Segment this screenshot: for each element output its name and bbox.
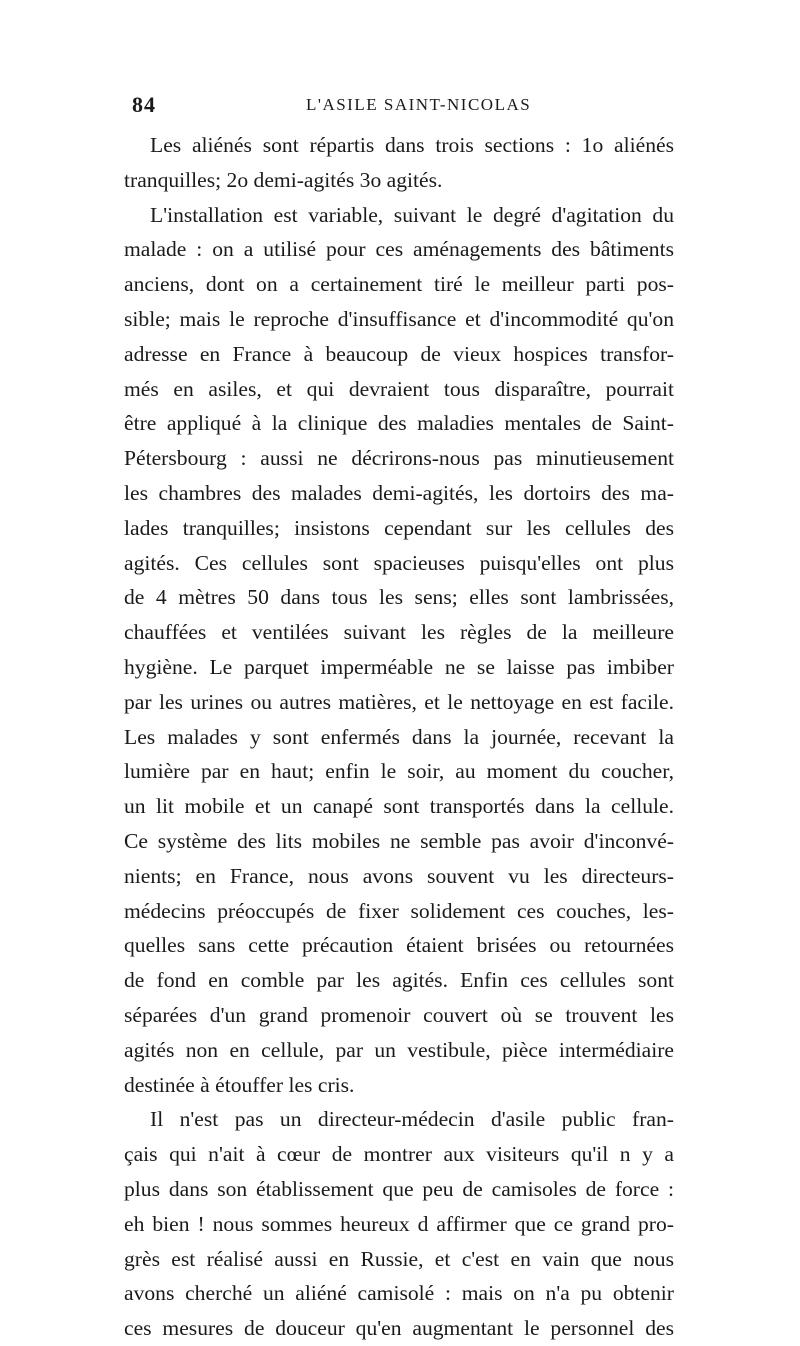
text-line: médecins préoccupés de fixer solidement ces couches, les- xyxy=(124,898,674,923)
text-line: hygiène. Le parquet imperméable ne se laisse pas imbiber xyxy=(124,654,674,679)
text-line: de fond en comble par les agités. Enfin ces cellules sont xyxy=(124,968,674,993)
text-line: par les urines ou autres matières, et le nettoyage en est facile. xyxy=(124,689,674,714)
text-line: plus dans son établissement que peu de camisoles de force : xyxy=(124,1176,674,1201)
text-line: malade : on a utilisé pour ces aménagements des bâtiments xyxy=(124,237,674,262)
text-line: agités. Ces cellules sont spacieuses puisqu'elles ont plus xyxy=(124,550,674,575)
text-line: de 4 mètres 50 dans tous les sens; elles sont lambrissées, xyxy=(124,585,674,610)
page-header xyxy=(126,92,686,122)
text-line: être appliqué à la clinique des maladies mentales de Saint- xyxy=(124,411,674,436)
text-line: Les aliénés sont répartis dans trois sections : 1o aliénés xyxy=(150,133,674,157)
text-line: anciens, dont on a certainement tiré le meilleur parti pos- xyxy=(124,272,674,297)
page-number: 84 xyxy=(132,92,156,117)
text-line: Ce système des lits mobiles ne semble pas avoir d'inconvé- xyxy=(124,828,674,853)
text-line: nients; en France, nous avons souvent vu les directeurs- xyxy=(124,863,674,888)
text-line: tranquilles; 2o demi-agités 3o agités. xyxy=(124,167,443,192)
text-line: Pétersbourg : aussi ne décrirons-nous pas minutieusement xyxy=(124,446,674,471)
text-line: L'installation est variable, suivant le degré d'agitation du xyxy=(150,202,674,227)
text-line: çais qui n'ait à cœur de montrer aux visiteurs qu'il n y a xyxy=(124,1142,674,1167)
text-line: lumière par en haut; enfin le soir, au moment du coucher, xyxy=(124,759,674,784)
text-line: grès est réalisé aussi en Russie, et c'est en vain que nous xyxy=(124,1246,674,1271)
running-title: L'ASILE SAINT-NICOLAS xyxy=(306,95,532,114)
text-line: sible; mais le reproche d'insuffisance et d'incommodité qu'on xyxy=(124,306,674,331)
text-line: quelles sans cette précaution étaient brisées ou retournées xyxy=(124,933,674,958)
text-line: eh bien ! nous sommes heureux d affirmer que ce grand pro- xyxy=(124,1211,674,1236)
text-line: les chambres des malades demi-agités, les dortoirs des ma- xyxy=(124,480,674,505)
text-line: chauffées et ventilées suivant les règles de la meilleure xyxy=(124,620,674,645)
text-line: Il n'est pas un directeur-médecin d'asile public fran- xyxy=(150,1107,674,1132)
text-line: més en asiles, et qui devraient tous disparaître, pourrait xyxy=(124,376,674,401)
body-text xyxy=(124,128,674,1346)
text-line: avons cherché un aliéné camisolé : mais on n'a pu obtenir xyxy=(124,1281,674,1306)
text-line: Les malades y sont enfermés dans la journée, recevant la xyxy=(124,724,674,749)
text-line: un lit mobile et un canapé sont transportés dans la cellule. xyxy=(124,794,674,819)
text-line: séparées d'un grand promenoir couvert où se trouvent les xyxy=(124,1002,674,1027)
text-line: agités non en cellule, par un vestibule, pièce intermédiaire xyxy=(124,1037,674,1062)
text-line: destinée à étouffer les cris. xyxy=(124,1072,355,1097)
text-line: ces mesures de douceur qu'en augmentant le personnel des xyxy=(124,1316,674,1341)
text-line: adresse en France à beaucoup de vieux hospices transfor- xyxy=(124,341,674,366)
text-line: lades tranquilles; insistons cependant sur les cellules des xyxy=(124,515,674,540)
